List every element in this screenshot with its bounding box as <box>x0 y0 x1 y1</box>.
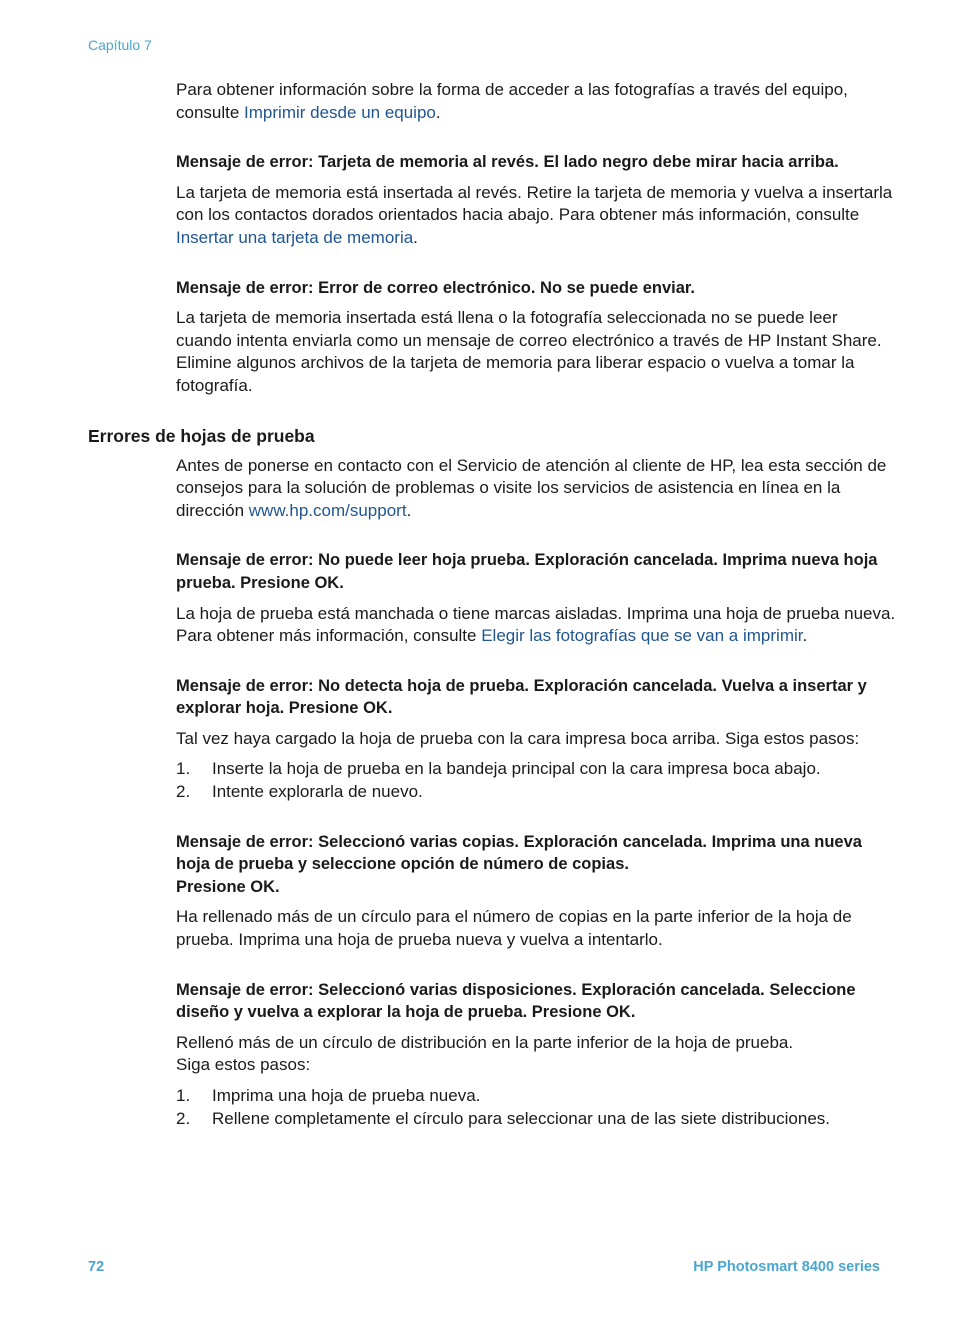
intro-paragraph <box>176 79 896 124</box>
step-text: Rellene completamente el círculo para seleccionar una de las siete distribuciones. <box>212 1108 831 1128</box>
page-content <box>88 79 896 1130</box>
section-text-end: . <box>406 500 412 520</box>
error-description-no-detecta: Tal vez haya cargado la hoja de prueba con la cara impresa boca arriba. Siga estos pasos: <box>176 728 860 748</box>
error-heading-correo: Mensaje de error: Error de correo electrónico. No se puede enviar. <box>176 278 696 297</box>
list-item <box>176 1085 896 1108</box>
err5-title-line1: Mensaje de error: Seleccionó varias copias. Exploración cancelada. Imprima una nueva hoja de prueba y seleccione opción de número de copias. <box>176 832 862 874</box>
error-description-tarjeta-reves <box>176 182 896 250</box>
step-text: Imprima una hoja de prueba nueva. <box>212 1086 481 1105</box>
steps-list-no-detecta <box>176 758 896 803</box>
link-elegir-fotografias[interactable]: Elegir las fotografías que se van a imprimir <box>481 626 803 646</box>
err3-text: La hoja de prueba está manchada o tiene marcas aisladas. Imprima una hoja de prueba nueva. Para obtener más información, consulte <box>176 603 896 646</box>
error-heading-no-detecta: Mensaje de error: No detecta hoja de prueba. Exploración cancelada. Vuelva a insertar y explorar hoja. Presione OK. <box>176 676 867 718</box>
err3-text-end: . <box>802 626 808 646</box>
error-description-no-puede-leer <box>176 603 896 648</box>
list-item <box>176 758 896 781</box>
step-number: 1. <box>176 1086 191 1105</box>
step-number: 2. <box>176 782 191 802</box>
link-insertar-tarjeta-memoria[interactable]: Insertar una tarjeta de memoria <box>176 227 414 247</box>
err5-title-line2: Presione OK. <box>176 877 280 896</box>
err1-text-end: . <box>413 227 418 247</box>
steps-list-varias-disposiciones <box>176 1085 896 1130</box>
intro-text-end: . <box>435 102 441 122</box>
err6-text-line2: Siga estos pasos: <box>176 1055 311 1075</box>
page-number: 72 <box>88 1259 105 1275</box>
error-heading-tarjeta-reves: Mensaje de error: Tarjeta de memoria al revés. El lado negro debe mirar hacia arriba. <box>176 153 839 172</box>
error-heading-varias-disposiciones: Mensaje de error: Seleccionó varias disposiciones. Exploración cancelada. Seleccione diseño y vuelva a explorar la hoja de prueba. Presione OK. <box>176 980 856 1022</box>
step-number: 1. <box>176 759 191 779</box>
link-imprimir-desde-equipo[interactable]: Imprimir desde un equipo <box>244 102 436 122</box>
link-hp-support[interactable]: www.hp.com/support <box>248 500 407 520</box>
section-title-hojas-prueba: Errores de hojas de prueba <box>88 425 315 446</box>
chapter-header: Capítulo 7 <box>88 37 152 53</box>
error-description-varias-copias: Ha rellenado más de un círculo para el número de copias en la parte inferior de la hoja de prueba. Imprima una hoja de prueba nueva y vuelva a intentarlo. <box>176 907 852 950</box>
err6-text-line1: Rellenó más de un círculo de distribución en la parte inferior de la hoja de prueba. <box>176 1032 794 1052</box>
step-number: 2. <box>176 1108 191 1128</box>
section-intro-paragraph <box>176 455 896 523</box>
list-item <box>176 781 896 804</box>
error-heading-varias-copias <box>176 831 896 899</box>
step-text: Intente explorarla de nuevo. <box>212 782 423 802</box>
product-name: HP Photosmart 8400 series <box>693 1259 880 1275</box>
intro-text: Para obtener información sobre la forma de acceder a las fotografías a través del equipo, consulte <box>176 80 848 122</box>
error-description-correo: La tarjeta de memoria insertada está llena o la fotografía seleccionada no se puede leer cuando intenta enviarla como un mensaje de correo electrónico a través de HP Instant Share. Elimine algunos archivos de la tarjeta de memoria para liberar espacio o vuelva a tomar la fotografía. <box>176 308 882 395</box>
err1-text: La tarjeta de memoria está insertada al revés. Retire la tarjeta de memoria y vuelva a insertarla con los contactos dorados orientados hacia abajo. Para obtener más información, consulte <box>176 182 893 225</box>
step-text: Inserte la hoja de prueba en la bandeja principal con la cara impresa boca abajo. <box>212 759 821 779</box>
error-heading-no-puede-leer: Mensaje de error: No puede leer hoja prueba. Exploración cancelada. Imprima nueva hoja prueba. Presione OK. <box>176 551 878 592</box>
error-description-varias-disposiciones <box>176 1032 896 1077</box>
list-item <box>176 1108 896 1131</box>
section-text: Antes de ponerse en contacto con el Servicio de atención al cliente de HP, lea esta sección de consejos para la solución de problemas o visite los servicios de asistencia en línea en la dirección <box>176 455 887 520</box>
